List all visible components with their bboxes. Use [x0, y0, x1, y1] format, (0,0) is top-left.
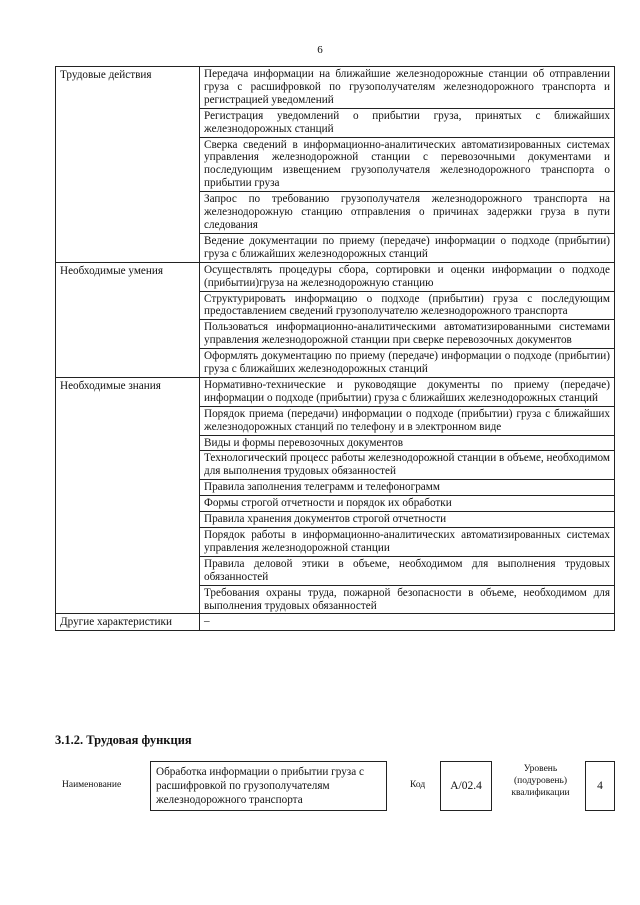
table-row	[56, 377, 615, 406]
section-label: Другие характеристики	[56, 614, 200, 631]
section-item: Ведение документации по приему (передаче) информации о подходе (прибытии) груза с ближайших железнодорожных станций	[200, 233, 615, 262]
section-label: Трудовые действия	[56, 67, 200, 263]
section-item: Правила заполнения телеграмм и телефонограмм	[200, 480, 615, 496]
section-label: Необходимые умения	[56, 262, 200, 377]
section-item: –	[200, 614, 615, 631]
table-body	[56, 67, 615, 631]
section-item: Технологический процесс работы железнодорожной станции в объеме, необходимом для выполнения трудовых обязанностей	[200, 451, 615, 480]
section-item: Пользоваться информационно-аналитическими автоматизированными системами управления железнодорожной станции при сверке перевозочных документов	[200, 320, 615, 349]
section-item: Запрос по требованию грузополучателя железнодорожного транспорта на железнодорожную станцию отправления о причинах задержки груза в пути следования	[200, 192, 615, 234]
name-value-box: Обработка информации о прибытии груза с расшифровкой по грузополучателям железнодорожного транспорта	[150, 761, 387, 811]
section-item: Нормативно-технические и руководящие документы по приему (передаче) информации о подходе (прибытии) груза с ближайших железнодорожных станций	[200, 377, 615, 406]
section-item: Оформлять документацию по приему (передаче) информации о подходе (прибытии) груза с ближайших железнодорожных станций	[200, 349, 615, 378]
name-label: Наименование	[62, 780, 122, 790]
page-number: 6	[317, 44, 323, 56]
labor-function-header	[55, 758, 615, 818]
code-value-box: А/02.4	[440, 761, 492, 811]
section-item: Порядок работы в информационно-аналитических автоматизированных системах управления железнодорожной станции	[200, 528, 615, 557]
section-item: Правила деловой этики в объеме, необходимом для выполнения трудовых обязанностей	[200, 556, 615, 585]
table-row	[56, 67, 615, 109]
qualification-level-box: 4	[585, 761, 615, 811]
section-item: Формы строгой отчетности и порядок их обработки	[200, 496, 615, 512]
section-label: Необходимые знания	[56, 377, 200, 614]
section-item: Правила хранения документов строгой отчетности	[200, 512, 615, 528]
section-item: Виды и формы перевозочных документов	[200, 435, 615, 451]
labor-function-table	[55, 66, 615, 631]
section-item: Структурировать информацию о подходе (прибытии) груза с последующим предоставлением сведений грузополучателю железнодорожного транспорта	[200, 291, 615, 320]
section-title: 3.1.2. Трудовая функция	[55, 733, 192, 747]
section-item: Сверка сведений в информационно-аналитических автоматизированных системах управления железнодорожной станции с перевозочными документами и последующим извещением грузополучателя железнодорожного транспорта о прибытии груза	[200, 137, 615, 192]
section-item: Требования охраны труда, пожарной безопасности в объеме, необходимом для выполнения трудовых обязанностей	[200, 585, 615, 614]
table-row	[56, 614, 615, 631]
section-item: Регистрация уведомлений о прибытии груза, принятых с ближайших железнодорожных станций	[200, 108, 615, 137]
section-item: Передача информации на ближайшие железнодорожные станции об отправлении груза с расшифровкой по грузополучателям железнодорожного транспорта и регистрацией уведомлений	[200, 67, 615, 109]
section-item: Осуществлять процедуры сбора, сортировки и оценки информации о подходе (прибытии)груза на железнодорожную станцию	[200, 262, 615, 291]
qualification-level-label: Уровень (подуровень) квалификации	[511, 764, 570, 798]
table-row	[56, 262, 615, 291]
code-label: Код	[410, 780, 426, 790]
section-item: Порядок приема (передачи) информации о подходе (прибытии) груза с ближайших железнодорожных станций по телефону и в электронном виде	[200, 406, 615, 435]
